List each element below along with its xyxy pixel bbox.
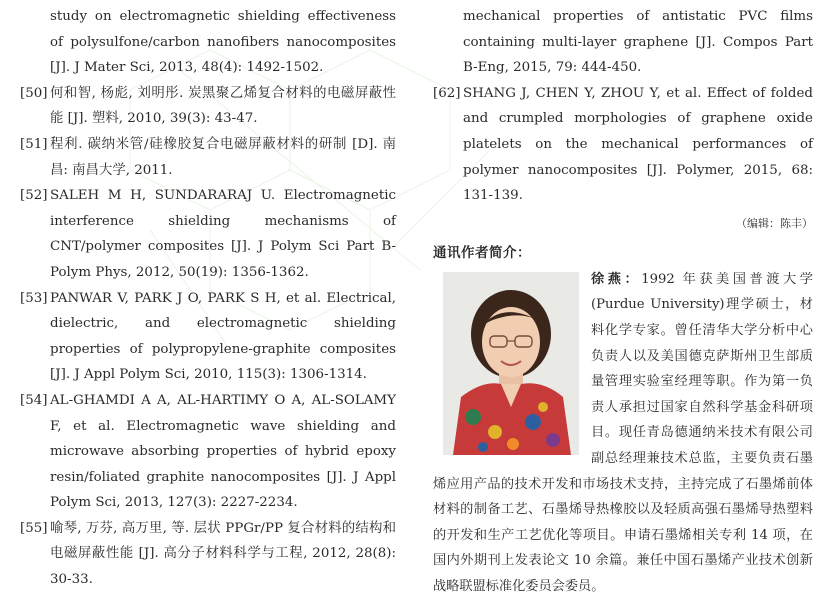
ref-51 [20,132,396,183]
ref-number: [53] [20,290,48,306]
ref-text: 喻琴, 万芬, 高万里, 等. 层状 PPGr/PP 复合材料的结构和电磁屏蔽性能 [J]. 高分子材料科学与工程, 2012, 28(8): 30-33. [50,520,396,588]
ref-number: [52] [20,188,48,204]
author-photo [443,272,579,455]
ref-52 [20,183,396,285]
ref-text: AL-GHAMDI A A, AL-HARTIMY O A, AL-SOLAMY F, et al. Electromagnetic wave shielding and microwave absorbing properties of hybrid epoxy resin/foliated graphite nanocomposites [J]. J Appl Polym Sci, 2013, 127(3): 2227-2234. [50,392,396,511]
ref-text: 程利. 碳纳米管/硅橡胶复合电磁屏蔽材料的研制 [D]. 南昌: 南昌大学, 2011. [50,136,396,178]
ref-number: [62] [433,85,461,101]
ref-53 [20,286,396,388]
ref-text: SALEH M H, SUNDARARAJ U. Electromagnetic interference shielding mechanisms of CNT/polymer composites [J]. J Polym Sci Part B-Polym Phys, 2012, 50(19): 1356-1362. [50,188,396,280]
author-name: 徐燕： [591,271,642,287]
ref-62 [433,81,813,209]
ref-50 [20,81,396,132]
ref-text: PANWAR V, PARK J O, PARK S H, et al. Electrical, dielectric, and electromagnetic shielding properties of polypropylene-graphite composites [J]. J Appl Polym Sci, 2010, 115(3): 1306-1314. [50,290,396,383]
ref-54 [20,388,396,516]
editor-note: （编辑：陈丰） [736,216,813,230]
author-bio-text: 1992 年获美国普渡大学(Purdue University)理学硕士，材料化学专家。曾任清华大学分析中心负责人以及美国德克萨斯州卫生部质量管理实验室经理等职。作为第一负责人承担过国家自然科学基金科研项目。现任青岛德通纳米技术有限公司副总经理兼技术总监，主要负责石墨烯应用产品的技术开发和市场技术支持，主持完成了石墨烯前体材料的制备工艺、石墨烯导热橡胶以及轻质高强石墨烯导热塑料的开发和生产工艺优化等项目。申请石墨烯相关专利 14 项，在国内外期刊上发表论文 10 余篇。兼任中国石墨烯产业技术创新战略联盟标准化委员会委员。 [433,271,813,594]
portrait-image [443,272,579,455]
right-column [433,0,813,599]
ref-number: [54] [20,392,48,408]
ref-number: [50] [20,85,48,101]
ref-text: SHANG J, CHEN Y, ZHOU Y, et al. Effect of folded and crumpled morphologies of graphene oxide platelets on the mechanical performances of polymer nanocomposites [J]. Polymer, 2015, 68: 131-139. [463,85,813,204]
ref-text: 何和智, 杨彪, 刘明彤. 炭黑聚乙烯复合材料的电磁屏蔽性能 [J]. 塑料, 2010, 39(3): 43-47. [50,85,396,127]
author-bio-block [433,267,813,599]
left-column [20,0,396,593]
ref-text: mechanical properties of antistatic PVC films containing multi-layer graphene [J]. Compos Part B-Eng, 2015, 79: 444-450. [463,9,813,76]
ref-continued [433,4,813,81]
author-section-title: 通讯作者简介： [433,244,531,261]
ref-continued [20,4,396,81]
ref-number: [51] [20,136,48,152]
ref-number: [55] [20,520,48,536]
ref-55 [20,516,396,593]
ref-text: study on electromagnetic shielding effectiveness of polysulfone/carbon nanofibers nanocomposites [J]. J Mater Sci, 2013, 48(4): 1492-1502. [50,9,396,76]
